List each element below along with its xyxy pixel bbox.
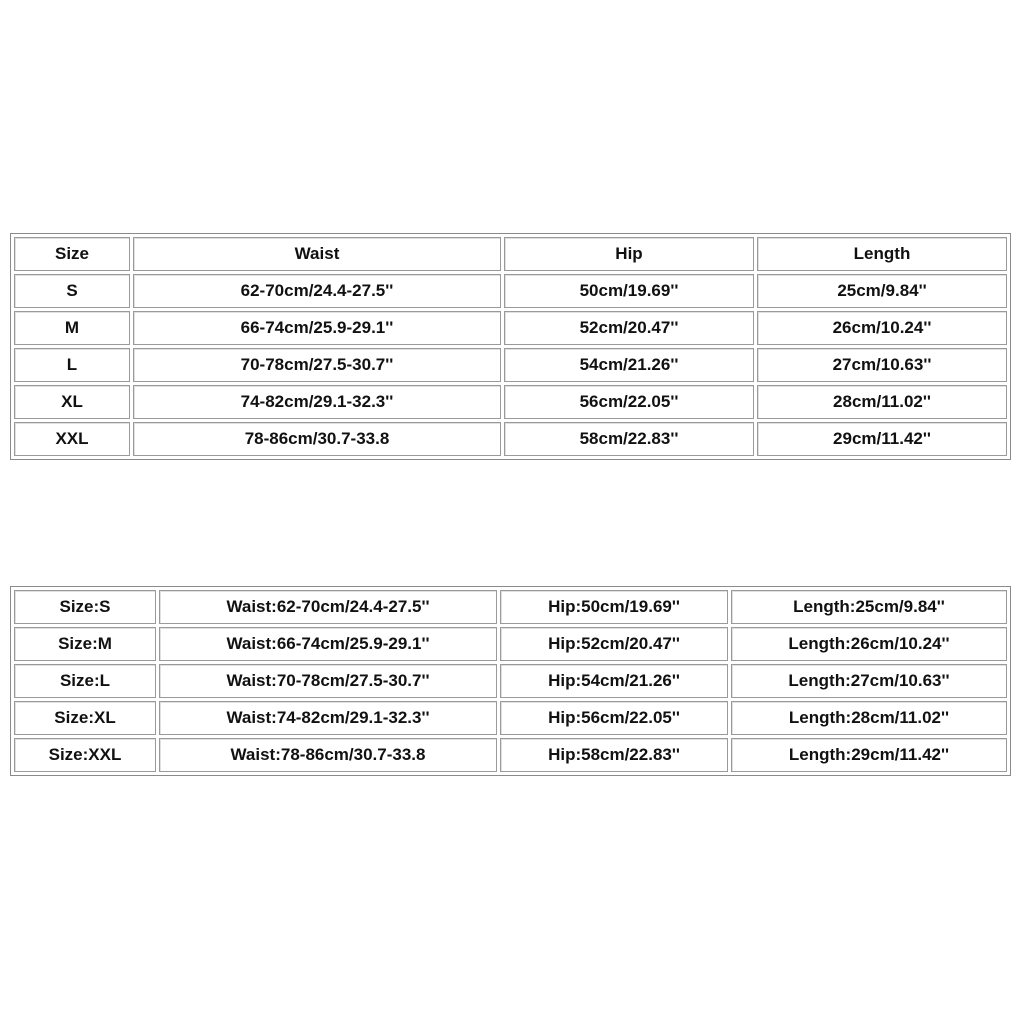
hip-cell: 56cm/22.05'': [504, 385, 754, 419]
size-cell: L: [14, 348, 130, 382]
size-cell: S: [14, 274, 130, 308]
waist-cell: Waist:62-70cm/24.4-27.5'': [159, 590, 497, 624]
table-row: [14, 701, 1007, 735]
length-cell: 28cm/11.02'': [757, 385, 1007, 419]
waist-cell: 66-74cm/25.9-29.1'': [133, 311, 501, 345]
waist-cell: Waist:78-86cm/30.7-33.8: [159, 738, 497, 772]
hip-cell: Hip:56cm/22.05'': [500, 701, 728, 735]
size-chart-labeled-table: [10, 586, 1011, 776]
table-row: [14, 738, 1007, 772]
size-cell: M: [14, 311, 130, 345]
header-size: Size: [14, 237, 130, 271]
waist-cell: 78-86cm/30.7-33.8: [133, 422, 501, 456]
waist-cell: 74-82cm/29.1-32.3'': [133, 385, 501, 419]
hip-cell: Hip:58cm/22.83'': [500, 738, 728, 772]
waist-cell: Waist:70-78cm/27.5-30.7'': [159, 664, 497, 698]
length-cell: 29cm/11.42'': [757, 422, 1007, 456]
hip-cell: 54cm/21.26'': [504, 348, 754, 382]
length-cell: 26cm/10.24'': [757, 311, 1007, 345]
table-row: [14, 664, 1007, 698]
size-cell: XXL: [14, 422, 130, 456]
length-cell: Length:26cm/10.24'': [731, 627, 1007, 661]
length-cell: 27cm/10.63'': [757, 348, 1007, 382]
table-row: [14, 590, 1007, 624]
table-row: [14, 422, 1007, 456]
length-cell: Length:27cm/10.63'': [731, 664, 1007, 698]
table-row: [14, 311, 1007, 345]
size-cell: Size:XL: [14, 701, 156, 735]
size-cell: Size:M: [14, 627, 156, 661]
waist-cell: 70-78cm/27.5-30.7'': [133, 348, 501, 382]
table-row: [14, 627, 1007, 661]
size-cell: Size:XXL: [14, 738, 156, 772]
table-row: [14, 274, 1007, 308]
waist-cell: Waist:74-82cm/29.1-32.3'': [159, 701, 497, 735]
table-row: [14, 348, 1007, 382]
hip-cell: Hip:50cm/19.69'': [500, 590, 728, 624]
hip-cell: 52cm/20.47'': [504, 311, 754, 345]
length-cell: Length:25cm/9.84'': [731, 590, 1007, 624]
size-cell: Size:L: [14, 664, 156, 698]
hip-cell: 58cm/22.83'': [504, 422, 754, 456]
waist-cell: Waist:66-74cm/25.9-29.1'': [159, 627, 497, 661]
header-row: [14, 237, 1007, 271]
header-waist: Waist: [133, 237, 501, 271]
hip-cell: Hip:52cm/20.47'': [500, 627, 728, 661]
header-hip: Hip: [504, 237, 754, 271]
header-length: Length: [757, 237, 1007, 271]
length-cell: Length:28cm/11.02'': [731, 701, 1007, 735]
size-cell: XL: [14, 385, 130, 419]
size-chart-table: [10, 233, 1011, 460]
waist-cell: 62-70cm/24.4-27.5'': [133, 274, 501, 308]
table-row: [14, 385, 1007, 419]
hip-cell: 50cm/19.69'': [504, 274, 754, 308]
length-cell: 25cm/9.84'': [757, 274, 1007, 308]
length-cell: Length:29cm/11.42'': [731, 738, 1007, 772]
hip-cell: Hip:54cm/21.26'': [500, 664, 728, 698]
size-cell: Size:S: [14, 590, 156, 624]
